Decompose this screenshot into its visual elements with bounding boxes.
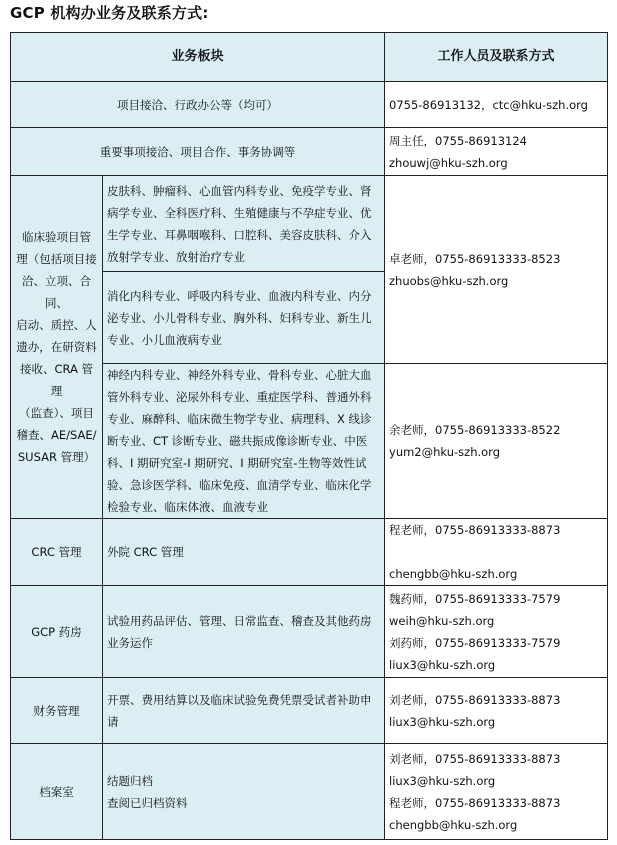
business-cell: 开票、费用结算以及临床试验免费凭票受试者补助申 请 [103, 678, 385, 744]
page-title: GCP 机构办业务及联系方式: [10, 4, 209, 22]
business-cell: 结题归档 查阅已归档资料 [103, 744, 385, 840]
table-row [11, 744, 608, 840]
table-row [11, 678, 608, 744]
contact-cell: 余老师，0755-86913333-8522 yum2@hku-szh.org [385, 364, 608, 519]
table-row [11, 176, 608, 272]
contact-cell: 刘老师，0755-86913333-8873 liux3@hku-szh.org [385, 678, 608, 744]
business-cell: 重要事项接洽、项目合作、事务协调等 [11, 128, 385, 176]
category-cell: CRC 管理 [11, 519, 103, 586]
category-cell: 临床验项目管 理（包括项目接 洽、立项、合同、 启动、质控、人 遗办，在研资料 接收、CRA 管理 （监查）、项目 稽查、AE/SAE/ SUSAR 管理） [11, 176, 103, 519]
table-row [11, 519, 608, 586]
header-contact: 工作人员及联系方式 [385, 33, 608, 82]
table-row [11, 128, 608, 176]
header-business: 业务板块 [11, 33, 385, 82]
category-cell: GCP 药房 [11, 586, 103, 678]
contact-cell: 0755-86913132，ctc@hku-szh.org [385, 82, 608, 128]
business-cell: 试验用药品评估、管理、日常监查、稽查及其他药房 业务运作 [103, 586, 385, 678]
table-row [11, 82, 608, 128]
contact-cell: 周主任，0755-86913124 zhouwj@hku-szh.org [385, 128, 608, 176]
category-cell: 档案室 [11, 744, 103, 840]
business-contact-table [10, 32, 608, 840]
business-cell: 消化内科专业、呼吸内科专业、血液内科专业、内分 泌专业、小儿骨科专业、胸外科、妇科专业、新生儿 专业、小儿血液病专业 [103, 272, 385, 364]
business-cell: 皮肤科、肿瘤科、心血管内科专业、免疫学专业、肾 病学专业、全科医疗科、生殖健康与不孕症专业、优 生学专业、耳鼻咽喉科、口腔科、美容皮肤科、介入 放射学专业、放射治疗专业 [103, 176, 385, 272]
category-cell: 财务管理 [11, 678, 103, 744]
contact-cell: 魏药师，0755-86913333-7579 weih@hku-szh.org 刘药师，0755-86913333-7579 liux3@hku-szh.org [385, 586, 608, 678]
contact-cell: 程老师，0755-86913333-8873 chengbb@hku-szh.org [385, 519, 608, 586]
business-cell: 外院 CRC 管理 [103, 519, 385, 586]
business-cell: 神经内科专业、神经外科专业、骨科专业、心脏大血 管外科专业、泌尿外科专业、重症医学科、普通外科 专业、麻醉科、临床微生物学专业、病理科、X 线诊 断专业、CT 诊断专业、磁共振成像诊断专业、中医 科、I 期研究室-I 期研究、I 期研究室-生物等效性试 验、急诊医学科、临床免疫、血清学专业、临床化学 检验专业、临床体液、血液专业 [103, 364, 385, 519]
contact-cell: 卓老师，0755-86913333-8523 zhuobs@hku-szh.org [385, 176, 608, 364]
business-cell: 项目接洽、行政办公等（均可） [11, 82, 385, 128]
table-row [11, 586, 608, 678]
table-header-row [11, 33, 608, 82]
contact-cell: 刘老师，0755-86913333-8873 liux3@hku-szh.org 程老师，0755-86913333-8873 chengbb@hku-szh.org [385, 744, 608, 840]
